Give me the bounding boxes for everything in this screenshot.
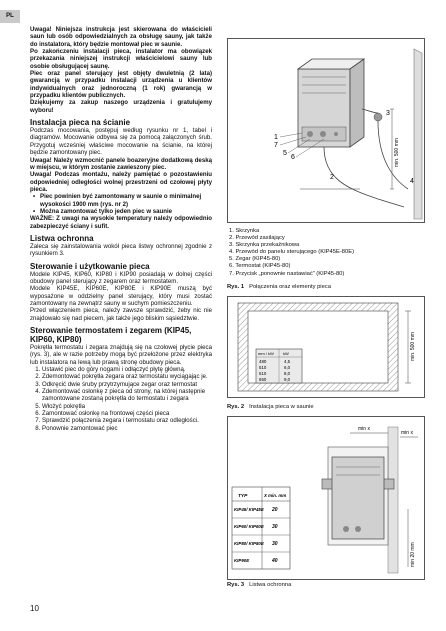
important-paragraph: WAŻNE: Z uwagi na wysokie temperatury należy odpowiednio zabezpieczyć ściany i sufit.	[30, 215, 212, 230]
figure-title: Połączenia oraz elementy pieca	[249, 284, 331, 290]
callout-label: 2	[330, 174, 334, 181]
table-cell: 6,0	[284, 365, 291, 370]
dimension-label: min 20 mm	[410, 542, 416, 567]
table-cell: 30	[272, 524, 278, 530]
sauna-installation-drawing	[228, 297, 424, 397]
section-title: Sterowanie i użytkowanie pieca	[30, 261, 150, 271]
language-badge: PL	[0, 10, 20, 23]
table-header: X min. mm	[264, 493, 287, 498]
legend-item: 6. Termostat (KIP45-80)	[229, 263, 291, 270]
table-cell: KIP80/ KIP80E	[234, 541, 264, 546]
paragraph: Modele KIP45, KIP60, KIP80 i KIP90 posiadają w dolnej części obudowy panel sterujący z zegarem oraz termostatem.	[30, 270, 212, 285]
list-item: • Piec powinien być zamontowany w saunie o minimalnej wysokości 1900 mm (rys. nr 2)	[40, 193, 212, 208]
callout-label: 5	[283, 150, 287, 157]
requirements-list	[30, 193, 212, 215]
table-cell: KIP90E	[234, 558, 250, 563]
table-cell: 9,0	[284, 377, 291, 382]
legend-item: 3. Skrzynka przekaźnikowa	[229, 242, 300, 249]
table-cell: 4,5	[284, 359, 291, 364]
left-column	[30, 26, 212, 432]
warning-paragraph: Uwaga! Należy wzmocnić panele boazeryjne dodatkową deską w miejscu, w którym zostanie zawieszony piec.	[30, 156, 212, 171]
legend-item: 5. Zegar (KIP45-80)	[229, 256, 281, 263]
table-header: TYP	[238, 494, 248, 499]
component-legend	[229, 228, 425, 278]
table-cell: 40	[272, 558, 278, 564]
dimension-label: min. 500 mm	[394, 138, 400, 167]
paragraph: Przed włączeniem pieca, należy zawsze sprawdzić, żeby nic nie znajdowało się nad piecem, jak także jego bliskim sąsiedztwie.	[30, 307, 212, 322]
list-item: 7. Sprawdzić połączenia zegara i termostatu oraz odległości.	[42, 417, 212, 424]
table-cell: 8,0	[284, 371, 291, 376]
table-cell: 480	[259, 359, 267, 364]
figure-caption	[227, 404, 314, 411]
legend-item: 1. Skrzynka	[229, 228, 260, 234]
legend-item: 7. Przycisk „ponownie nastawiać” (KIP45-80)	[229, 270, 345, 277]
legend-item: 4. Przewód do panelu sterującego (KIP45E-80E)	[229, 249, 355, 256]
table-cell: 20	[272, 507, 278, 513]
callout-label: 6	[291, 154, 295, 161]
figure-caption	[227, 284, 331, 291]
table-header: kW	[283, 351, 289, 356]
callout-label: 3	[386, 110, 390, 117]
intro-paragraph: Po zakończeniu instalacji pieca, instalator ma obowiązek przekazania niniejszej instrukcji właścicielowi sauny lub osobie obsługującej saunę.	[30, 48, 212, 70]
list-item: 3. Odkręcić dwie śruby przytrzymujące zegar oraz termostat	[42, 381, 212, 388]
figure-2	[227, 296, 425, 398]
list-item: 1. Ustawić piec do góry nogami i odłączyć płytę główną.	[42, 366, 212, 373]
heater-connections-drawing	[228, 39, 424, 222]
table-cell: 30	[272, 541, 278, 547]
list-item: 4. Zdemontować osłonkę z pieca od strony, na której następnie zamontowane zostaną pokrętła do termostatu i zegara	[42, 388, 212, 403]
callout-label: 4	[410, 178, 414, 185]
section-title: Instalacja pieca na ścianie	[30, 118, 131, 128]
paragraph: Podczas mocowania, postępuj według rysunku nr 1, tabel i diagramów. Mocowanie odbywa się za pomocą załączonych śrub. Przygotuj wcześniej właściwe mocowanie na ścianie, na której będzie zamontowany piec.	[30, 127, 212, 157]
list-item: 2. Zdemontować pokrętła zegara oraz termostatu wyciągając je.	[42, 373, 212, 380]
dimension-label: min x	[358, 426, 370, 432]
section-title: Sterowanie termostatem i zegarem (KIP45, KIP60, KIP80)	[30, 326, 192, 345]
figure-caption	[227, 582, 291, 589]
section-title: Listwa ochronna	[30, 233, 94, 243]
figure-3	[227, 416, 425, 580]
figure-number: Rys. 1	[227, 284, 245, 290]
figure-title: Instalacja pieca w saunie	[249, 404, 314, 410]
list-item: 5. Włożyć pokrętła	[42, 403, 212, 410]
callout-label: 7	[274, 142, 278, 149]
table-cell: KIP45/ KIP45E	[234, 507, 264, 512]
page-number: 10	[30, 604, 39, 613]
list-item: 8. Ponownie zamontować piec	[42, 425, 212, 432]
figure-number: Rys. 2	[227, 404, 245, 410]
table-cell: KIP60/ KIP60E	[234, 524, 264, 529]
dimension-label: min. 500 mm	[410, 332, 416, 361]
list-item: • Można zamontować tylko jeden piec w saunie	[40, 208, 212, 215]
table-header: mm / kW	[258, 351, 274, 356]
protective-rail-drawing	[228, 417, 424, 579]
paragraph: Zaleca się zainstalowania wokół pieca listwy ochronnej zgodnie z rysunkiem 3.	[30, 242, 212, 258]
table-cell: 510	[259, 365, 267, 370]
list-item: 6. Zamontować osłonkę na frontowej części pieca	[42, 410, 212, 417]
figure-title: Listwa ochronna	[249, 582, 292, 588]
intro-paragraph: Piec oraz panel sterujący jest objęty dwuletnią (2 lata) gwarancją w przypadku instalacji urządzenia u klientów indywidualnych oraz jednoroczną (1 rok) gwarancją w przypadku klientów publicznych.	[30, 70, 212, 100]
dimension-label: min x	[401, 430, 413, 436]
warning-paragraph: Uwaga! Podczas montażu, należy pamiętać o pozostawieniu odpowiedniej odległości wolnej przestrzeni od czołowej płyty pieca.	[30, 171, 212, 193]
table-cell: 650	[259, 377, 267, 382]
paragraph: Pokrętła termostatu i zegara znajdują się na czołowej płycie pieca (rys. 3), ale w razie potrzeby mogą być przełożone przez elektryka lub instalatora na lewą lub prawą stronę obudowy pieca.	[30, 344, 212, 366]
callout-label: 1	[274, 134, 278, 141]
figure-number: Rys. 3	[227, 582, 245, 588]
paragraph: Modele KIP45E, KIP60E, KIP80E i KIP90E muszą być wyposażone w oddzielny panel sterujący, który musi zostać zamontowany na zewnątrz sauny w suchym pomieszczeniu.	[30, 285, 212, 307]
legend-item: 2. Przewód zasilający	[229, 235, 285, 242]
intro-paragraph: Uwaga! Niniejsza instrukcja jest skierowana do właścicieli saun lub osób odpowiedzialnych za obsługę sauny, jak także do instalatora, który będzie montował piec w saunie.	[30, 26, 212, 48]
figure-1	[227, 38, 425, 223]
table-cell: 610	[259, 371, 267, 376]
intro-paragraph: Dziękujemy za zakup naszego urządzenia i gratulujemy wyboru!	[30, 99, 212, 114]
steps-list	[30, 366, 212, 432]
